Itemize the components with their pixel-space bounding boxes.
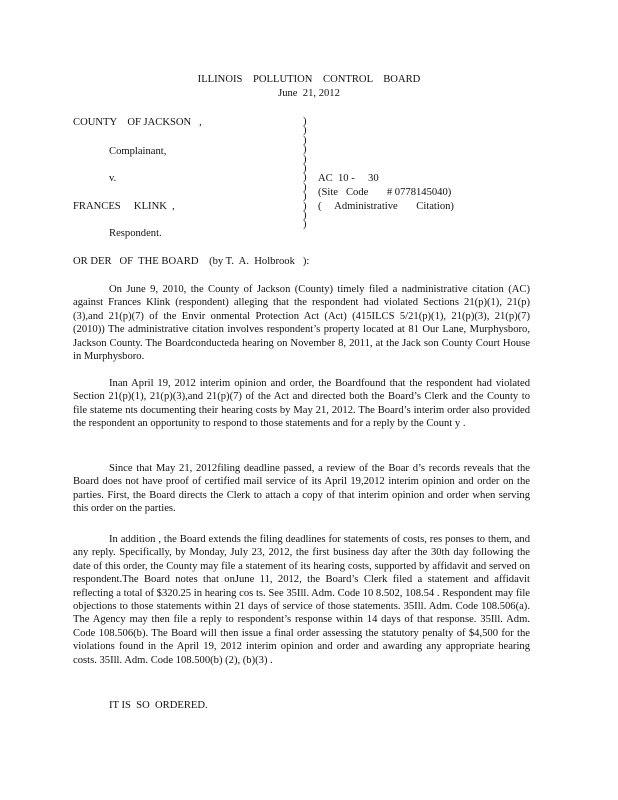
- paragraph-2: Inan April 19, 2012 interim opinion and order, the Boardfound that the respondent had violated Section 21(p)(1), 21(p)(3),and 21(p)(7) of the Act and directed both the Board’s Clerk and the County to file stateme nts documenting their hearing costs by May 21, 2012. The Board’s interim order also provided the respondent an opportunity to respond to those statements and for a reply by the Count y .: [73, 378, 530, 430]
- board-title: ILLINOIS POLLUTION CONTROL BOARD: [197, 74, 421, 85]
- order-heading: OR DER OF THE BOARD (by T. A. Holbrook ):: [73, 256, 310, 267]
- caption-bracket: ) ) ) ) ) ) ) ) ) ) ) ): [303, 116, 307, 231]
- case-number: AC 10 - 30: [318, 173, 379, 184]
- respondent-role: Respondent.: [109, 228, 162, 239]
- closing-line: IT IS SO ORDERED.: [109, 700, 208, 711]
- respondent-party: FRANCES KLINK ,: [73, 201, 175, 212]
- site-code: (Site Code # 0778145040): [318, 187, 452, 198]
- versus-label: v.: [109, 173, 117, 184]
- paragraph-1: On June 9, 2010, the County of Jackson (County) timely filed a nadministrative citation (AC) against Frances Klink (respondent) alleging that the respondent had violated Sections 21(p)(1), 21(p)(3),and 21(p)(7) of the Envir onmental Protection Act (Act) (415ILCS 5/21(p)(1), 21(p)(3), 21(p)(7) (2010)) The administrative citation involves respondent’s property located at 81 Our Lane, Murphysboro, Jackson County. The Boardconducteda hearing on November 8, 2011, at the Jack son County Court House in Murphysboro.: [73, 284, 530, 363]
- paragraph-3: Since that May 21, 2012filing deadline passed, a review of the Boar d’s records reveals that the Board does not have proof of certified mail service of its April 19,2012 interim opinion and order on the parties. First, the Board directs the Clerk to attach a copy of that interim opinion and order when serving this order on the parties.: [73, 463, 530, 515]
- complainant-party: COUNTY OF JACKSON ,: [73, 117, 202, 128]
- case-type: ( Administrative Citation): [318, 201, 454, 212]
- complainant-role: Complainant,: [109, 146, 167, 157]
- order-date: June 21, 2012: [278, 88, 340, 99]
- paragraph-4: In addition , the Board extends the filing deadlines for statements of costs, res ponses to them, and any reply. Specifically, by Monday, July 23, 2012, the first business day after the 30th day following the date of this order, the County may file a statement of its hearing costs, supported by affidavit and served on respondent.The Board notes that onJune 11, 2012, the Board’s Clerk filed a statement and affidavit reflecting a total of $320.25 in hearing cos ts. See 35Ill. Adm. Code 10 8.502, 108.54 . Respondent may file objections to those statements within 21 days of service of those statements. 35Ill. Adm. Code 108.506(a). The Agency may then file a reply to respondent’s response within 14 days of that response. 35Ill. Adm. Code 108.506(b). The Board will then issue a final order assessing the statutory penalty of $4,500 for the violations found in the April 19, 2012 interim opinion and order and awarding any appropriate hearing costs. 35Ill. Adm. Code 108.500(b) (2), (b)(3) .: [73, 534, 530, 666]
